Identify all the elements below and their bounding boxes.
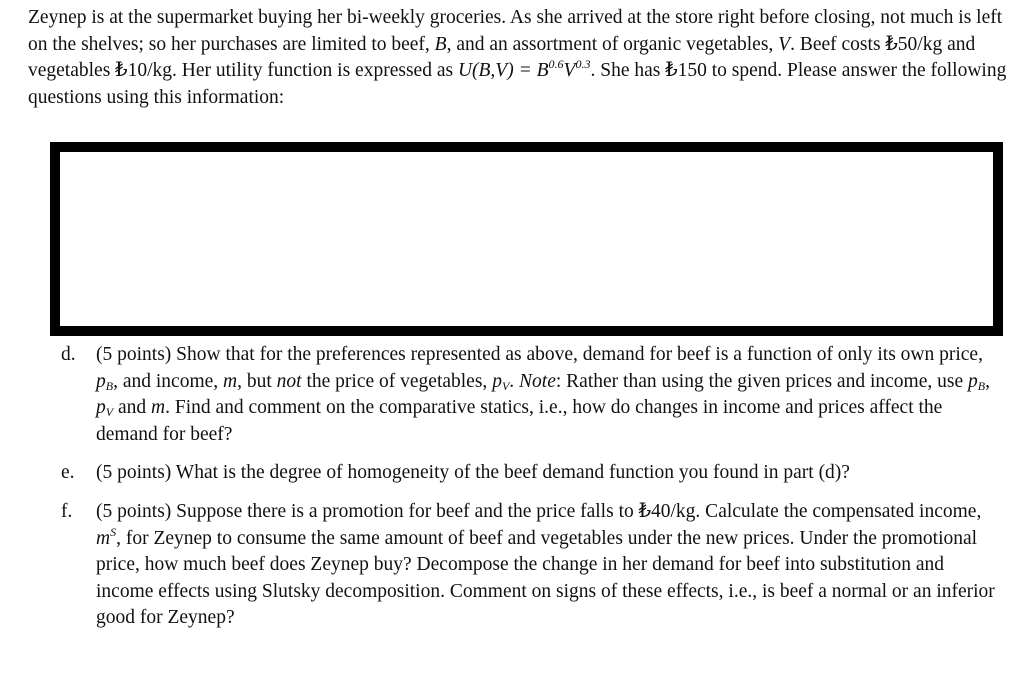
exponent-veg: 0.3 xyxy=(575,57,591,72)
question-text: (5 points) What is the degree of homogeneity of the beef demand function you found in part (d)? xyxy=(96,462,850,484)
p-symbol: p xyxy=(96,370,106,392)
utility-args: (B,V) = B xyxy=(472,60,549,82)
utility-function xyxy=(457,57,591,82)
intro-text: , and an assortment of organic vegetables, xyxy=(446,33,779,55)
intro-text: Zeynep is at the supermarket buying her bi-weekly groceries. As she arrived at the store right before closing, not much is left on the shelves; so her purchases are limited to beef, xyxy=(28,7,1003,55)
utility-symbol: U xyxy=(457,60,473,82)
text: , for Zeynep to consume the same amount of beef and vegetables under the new prices. Under the promotional price, how much beef does Zeynep buy? Decompose the change in her demand for beef into substitution and income effects using Slutsky decomposition. Comment on signs of these effects, i.e., is beef a normal or an inferior good for Zeynep? xyxy=(96,527,995,629)
note-label: Note xyxy=(519,370,556,392)
question-d xyxy=(61,342,1006,448)
question-list xyxy=(61,342,1006,644)
math-pv xyxy=(96,397,113,418)
text: and xyxy=(113,397,151,419)
text: (5 points) Show that for the preferences represented as above, demand for beef is a function of only its own price, xyxy=(96,344,983,365)
redacted-box xyxy=(50,142,1003,336)
subscript: V xyxy=(105,405,114,420)
m-symbol: m xyxy=(96,527,111,549)
math-var-b: B xyxy=(434,33,447,55)
math-pv xyxy=(492,371,509,392)
p-symbol: p xyxy=(967,370,978,392)
text: . Find and comment on the comparative statics, i.e., how do changes in income and prices affect the demand for beef? xyxy=(96,397,943,445)
p-symbol: p xyxy=(492,370,502,392)
superscript: S xyxy=(110,524,117,539)
utility-var-v: V xyxy=(563,60,576,82)
math-pb xyxy=(968,371,985,392)
math-pb xyxy=(96,371,113,392)
intro-text: . She has ₺150 to spend. Please answer the following questions using this information: xyxy=(28,60,1007,108)
math-m: m xyxy=(151,397,166,419)
text: : Rather than using the given prices and income, use xyxy=(555,370,968,392)
subscript: B xyxy=(977,378,986,393)
subscript: V xyxy=(501,378,510,393)
emphasis-not: not xyxy=(276,370,302,392)
subscript: B xyxy=(105,378,114,393)
math-m: m xyxy=(223,370,238,392)
intro-text: . Beef costs ₺50/kg and vegetables ₺10/kg. Her utility function is expressed as xyxy=(28,33,976,82)
text: the price of vegetables, xyxy=(301,370,493,392)
p-symbol: p xyxy=(96,397,106,419)
text: , but xyxy=(237,370,277,392)
math-ms xyxy=(96,524,117,549)
question-e xyxy=(61,460,1006,487)
math-var-v: V xyxy=(778,33,791,55)
question-text xyxy=(96,499,1006,632)
exponent-beef: 0.6 xyxy=(548,57,564,72)
text: , xyxy=(985,370,990,392)
text: . xyxy=(509,370,520,392)
intro-paragraph xyxy=(28,5,1008,111)
text: (5 points) Suppose there is a promotion for beef and the price falls to ₺40/kg. Calculate the compensated income, xyxy=(96,500,982,522)
question-label: d. xyxy=(61,344,76,365)
text: , and income, xyxy=(113,370,224,392)
question-f xyxy=(61,499,1006,632)
problem-intro xyxy=(28,5,1008,111)
question-text xyxy=(96,342,1006,448)
question-label: f. xyxy=(61,500,73,522)
question-label: e. xyxy=(61,462,75,484)
